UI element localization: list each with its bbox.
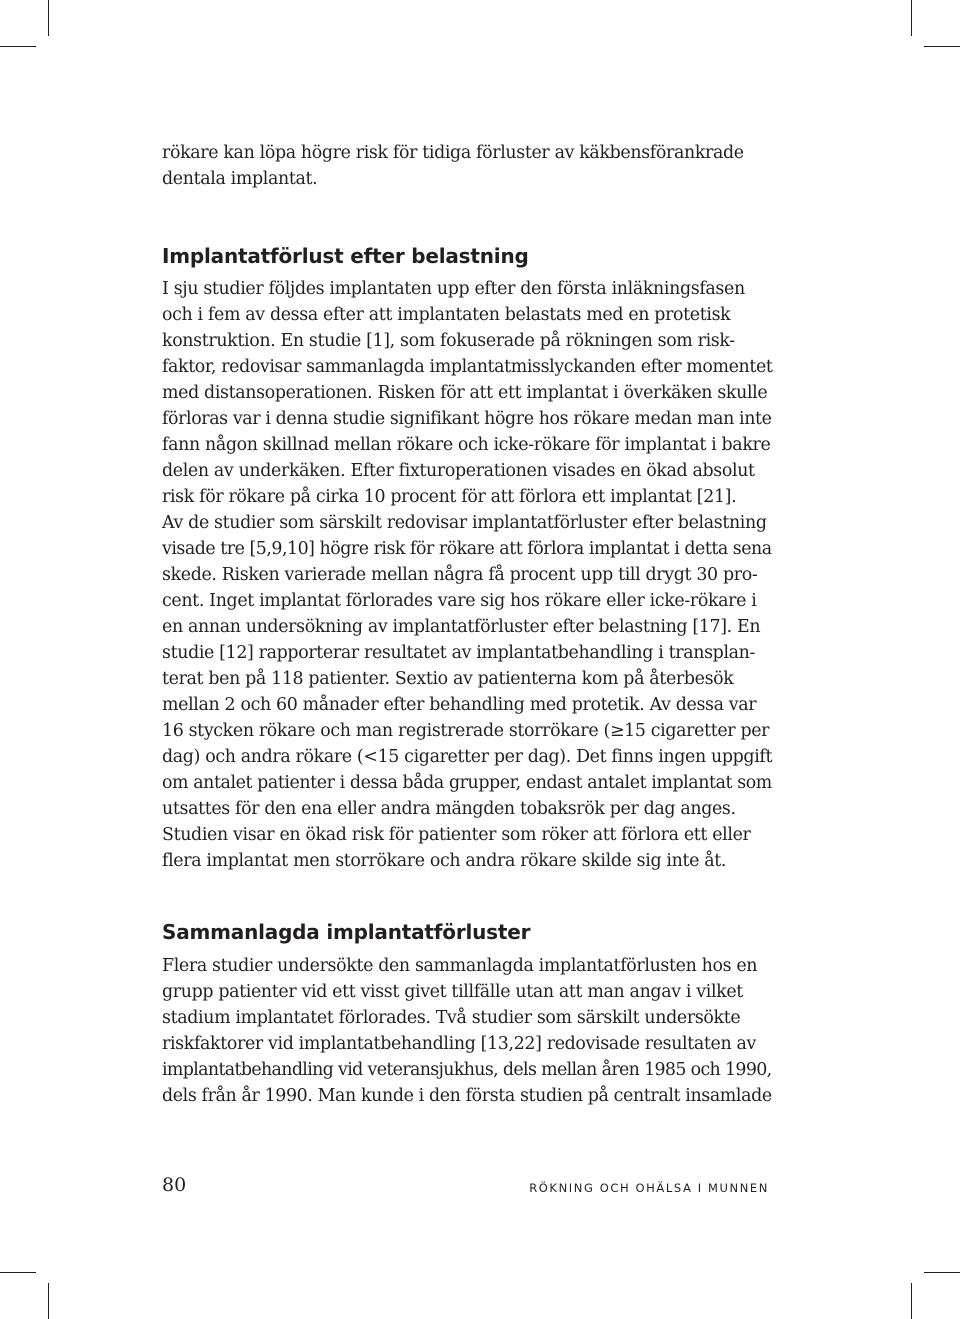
text-line: I sju studier följdes implantaten upp efter den första inläkningsfasen: [162, 279, 745, 299]
intro-paragraph: [162, 140, 772, 192]
section-paragraph-combined-loss: [162, 953, 772, 1109]
text-line: Av de studier som särskilt redovisar implantatförluster efter belastning: [162, 513, 767, 533]
text-line: dentala implantat.: [162, 169, 318, 189]
running-head: RÖKNING OCH OHÄLSA I MUNNEN: [529, 1181, 769, 1195]
text-line: med distansoperationen. Risken för att ett implantat i överkäken skulle: [162, 383, 768, 403]
text-line: mellan 2 och 60 månader efter behandling med protetik. Av dessa var: [162, 695, 757, 715]
text-line: riskfaktorer vid implantatbehandling [13,22] redovisade resultaten av: [162, 1034, 757, 1054]
text-line: 16 stycken rökare och man registrerade storrökare (≥15 cigaretter per: [162, 721, 770, 741]
crop-mark: [48, 0, 49, 36]
crop-mark: [924, 1272, 960, 1273]
text-line: implantatbehandling vid veteransjukhus, dels mellan åren 1985 och 1990,: [162, 1060, 772, 1080]
page-number: 80: [162, 1174, 187, 1196]
text-line: Flera studier undersökte den sammanlagda implantatförlusten hos en: [162, 956, 758, 976]
crop-mark: [48, 1283, 49, 1319]
text-line: visade tre [5,9,10] högre risk för rökare att förlora implantat i detta sena: [162, 539, 772, 559]
crop-mark: [0, 46, 36, 47]
section-heading-implant-loss: Implantatförlust efter belastning: [162, 244, 529, 268]
section-paragraph-implant-loss: [162, 276, 772, 874]
text-line: en annan undersökning av implantatförluster efter belastning [17]. En: [162, 617, 761, 637]
text-line: grupp patienter vid ett visst givet tillfälle utan att man angav i vilket: [162, 982, 743, 1002]
text-line: studie [12] rapporterar resultatet av implantatbehandling i transplan-: [162, 643, 756, 663]
text-line: risk för rökare på cirka 10 procent för att förlora ett implantat [21].: [162, 487, 737, 507]
text-line: terat ben på 118 patienter. Sextio av patienterna kom på återbesök: [162, 669, 734, 689]
text-line: rökare kan löpa högre risk för tidiga förluster av käkbensförankrade: [162, 143, 744, 163]
text-line: stadium implantatet förlorades. Två studier som särskilt undersökte: [162, 1008, 741, 1028]
text-line: förloras var i denna studie signifikant högre hos rökare medan man inte: [162, 409, 772, 429]
crop-mark: [0, 1272, 36, 1273]
text-line: om antalet patienter i dessa båda grupper, endast antalet implantat som: [162, 773, 772, 793]
text-line: Studien visar en ökad risk för patienter som röker att förlora ett eller: [162, 825, 751, 845]
text-line: faktor, redovisar sammanlagda implantatmisslyckanden efter momentet: [162, 357, 773, 377]
text-line: fann någon skillnad mellan rökare och icke-rökare för implantat i bakre: [162, 435, 771, 455]
text-line: flera implantat men storrökare och andra rökare skilde sig inte åt.: [162, 851, 727, 871]
section-heading-combined-loss: Sammanlagda implantatförluster: [162, 920, 531, 944]
page-body: [162, 140, 772, 1109]
text-line: utsattes för den ena eller andra mängden tobaksrök per dag anges.: [162, 799, 736, 819]
text-line: cent. Inget implantat förlorades vare sig hos rökare eller icke-rökare i: [162, 591, 757, 611]
crop-mark: [911, 1283, 912, 1319]
text-line: dag) och andra rökare (<15 cigaretter per dag). Det finns ingen uppgift: [162, 747, 773, 767]
crop-mark: [924, 46, 960, 47]
text-line: delen av underkäken. Efter fixturoperationen visades en ökad absolut: [162, 461, 755, 481]
text-line: konstruktion. En studie [1], som fokuserade på rökningen som risk-: [162, 331, 735, 351]
text-line: skede. Risken varierade mellan några få procent upp till drygt 30 pro-: [162, 565, 758, 585]
crop-mark: [911, 0, 912, 36]
text-line: dels från år 1990. Man kunde i den första studien på centralt insamlade: [162, 1086, 772, 1106]
text-line: och i fem av dessa efter att implantaten belastats med en protetisk: [162, 305, 731, 325]
